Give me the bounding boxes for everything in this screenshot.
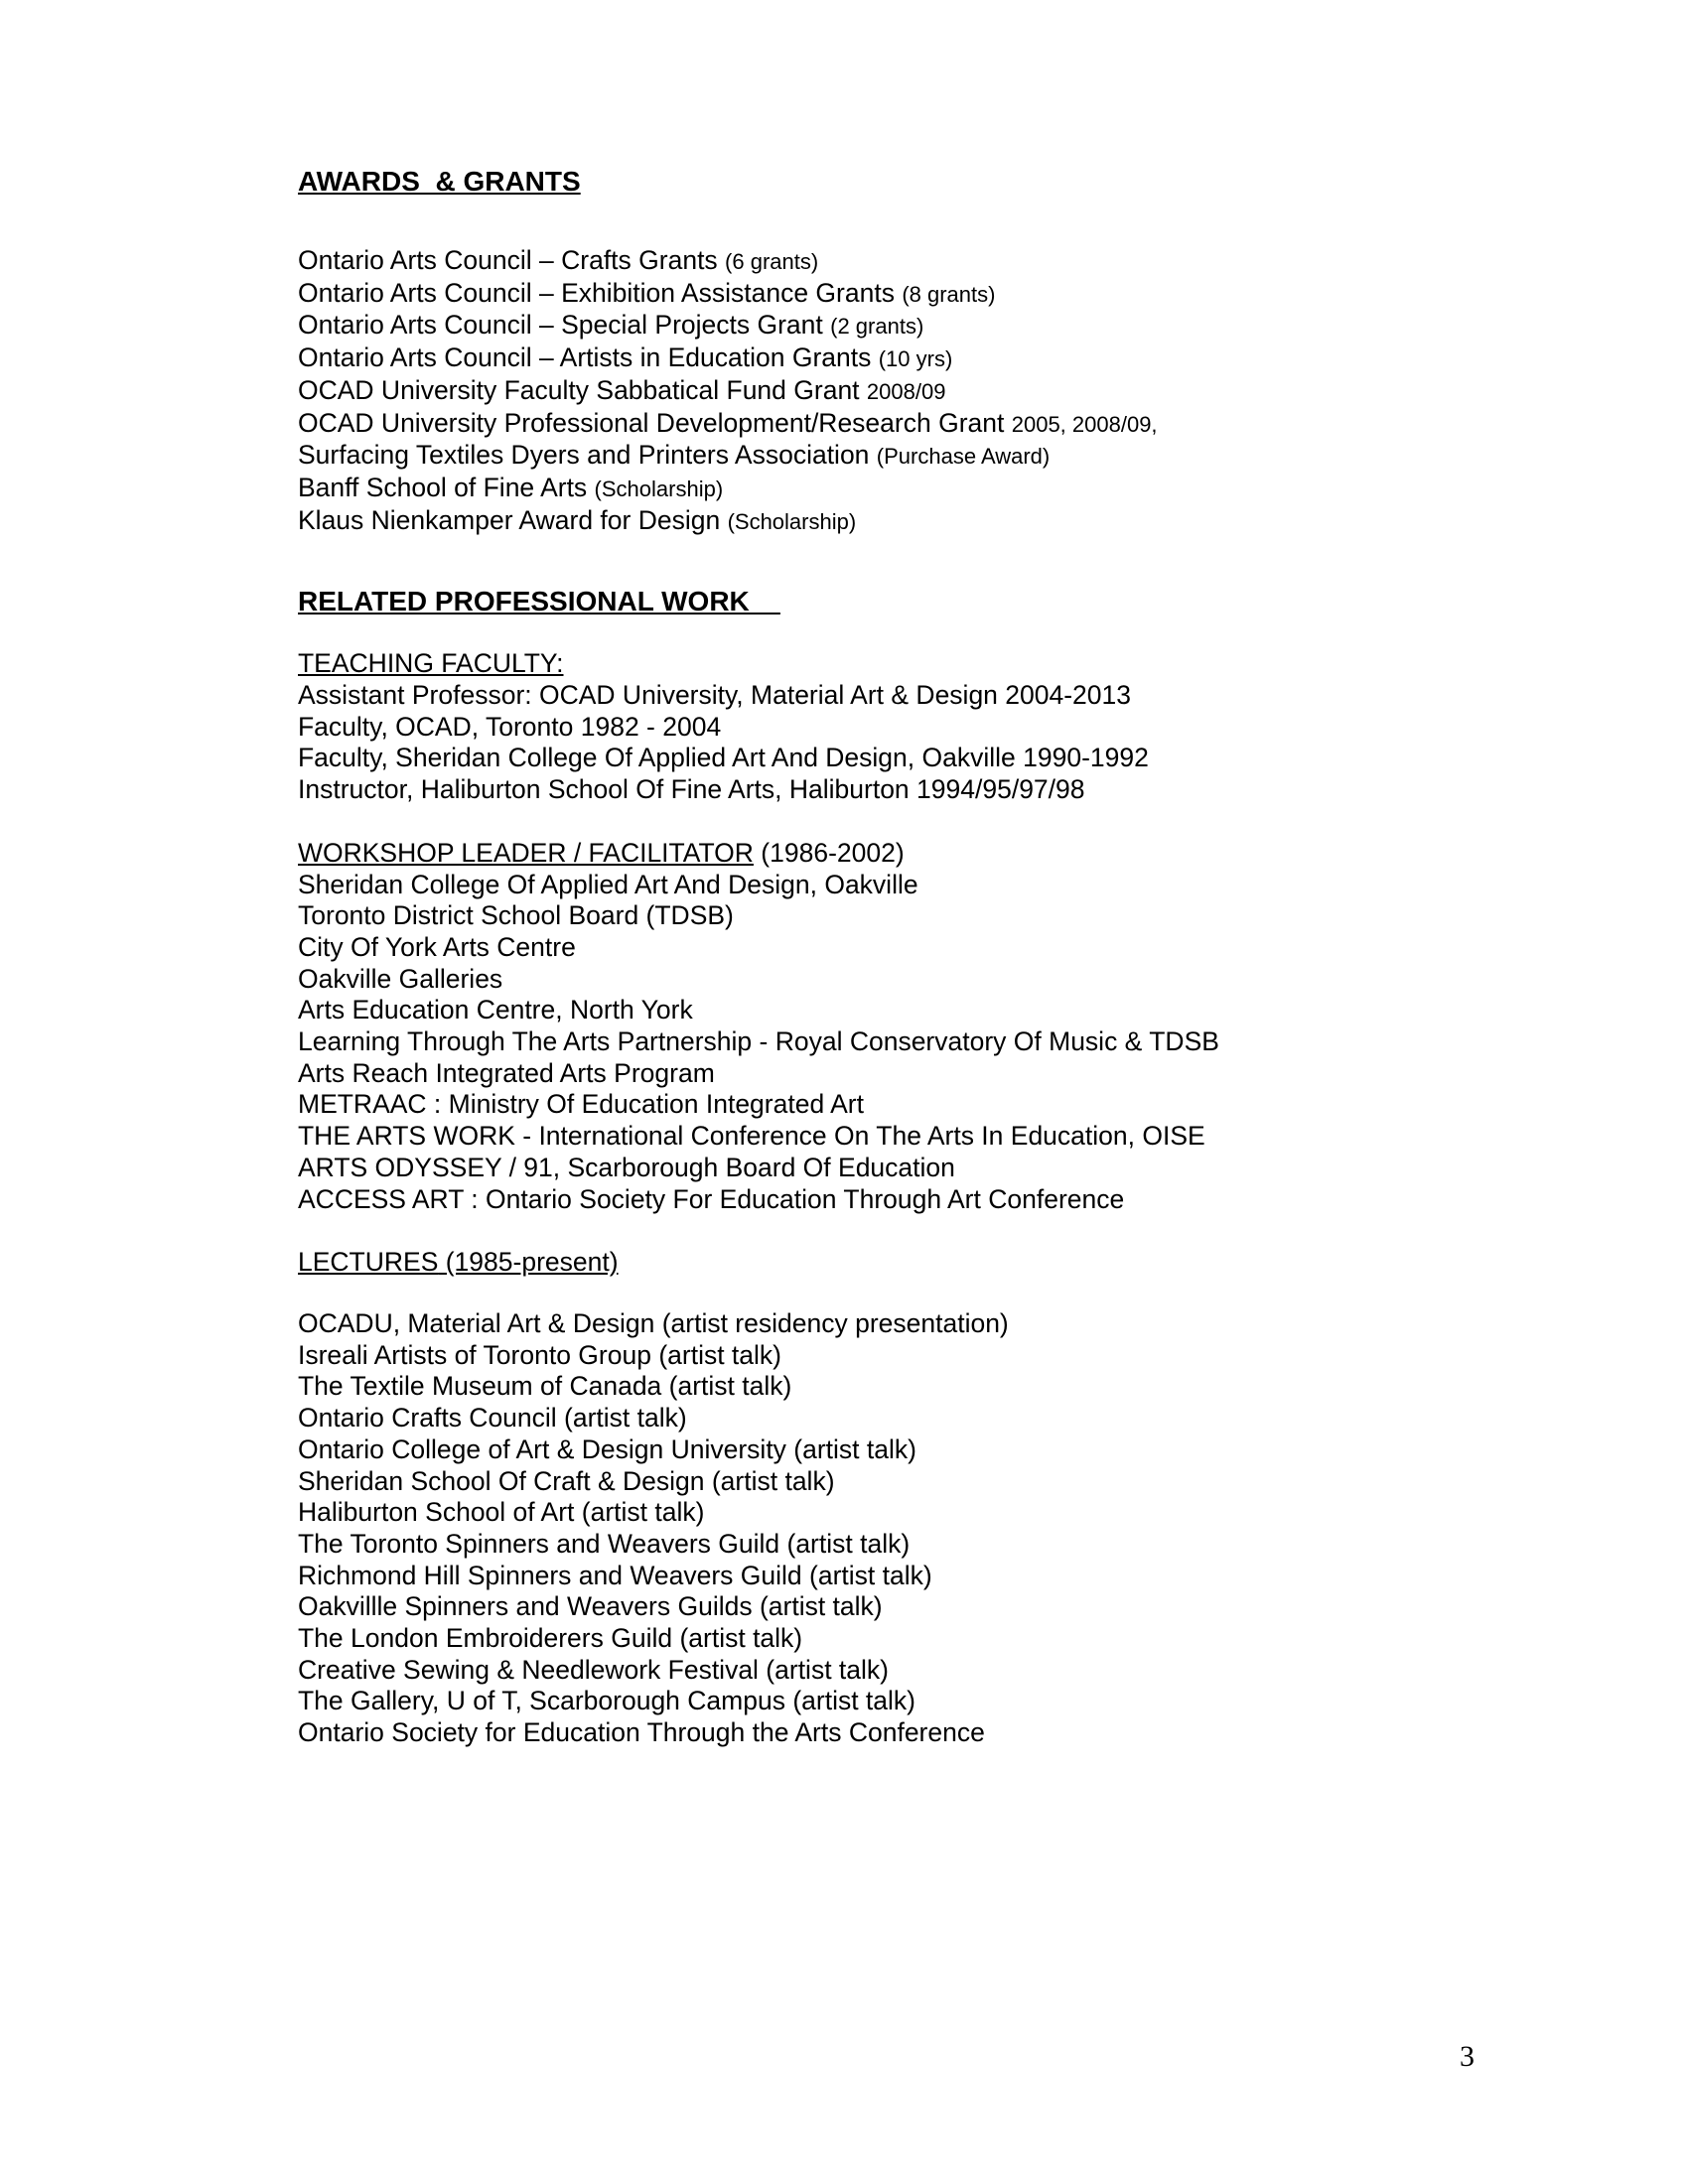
document-page <box>298 164 1589 1749</box>
list-item: METRAAC : Ministry Of Education Integrated Art <box>298 1089 864 1120</box>
list-item: Haliburton School of Art (artist talk) <box>298 1497 705 1528</box>
list-item: Assistant Professor: OCAD University, Material Art & Design 2004-2013 <box>298 680 1132 711</box>
list-item: ARTS ODYSSEY / 91, Scarborough Board Of Education <box>298 1152 955 1182</box>
list-item: Arts Reach Integrated Arts Program <box>298 1057 715 1088</box>
list-item: Oakville Galleries <box>298 963 503 994</box>
list-item: Arts Education Centre, North York <box>298 995 693 1025</box>
list-item: Ontario College of Art & Design University (artist talk) <box>298 1433 916 1464</box>
list-item: OCAD University Faculty Sabbatical Fund Grant 2008/09 <box>298 374 946 405</box>
list-item: Ontario Arts Council – Artists in Education Grants (10 yrs) <box>298 342 953 373</box>
list-item: City Of York Arts Centre <box>298 931 576 962</box>
list-item: THE ARTS WORK - International Conference On The Arts In Education, OISE <box>298 1121 1205 1152</box>
list-item: Ontario Arts Council – Crafts Grants (6 grants) <box>298 245 819 275</box>
list-item: Sheridan School Of Craft & Design (artist talk) <box>298 1465 835 1496</box>
list-item: The Gallery, U of T, Scarborough Campus (artist talk) <box>298 1686 915 1716</box>
list-item: Ontario Society for Education Through the Arts Conference <box>298 1717 985 1748</box>
list-item: ACCESS ART : Ontario Society For Education Through Art Conference <box>298 1183 1125 1214</box>
list-item: OCAD University Professional Development/Research Grant 2005, 2008/09, <box>298 407 1158 438</box>
list-item: OCADU, Material Art & Design (artist residency presentation) <box>298 1307 1009 1338</box>
lectures-section <box>298 1247 1589 1749</box>
teaching-faculty-title: TEACHING FACULTY: <box>298 648 564 679</box>
list-item: Creative Sewing & Needlework Festival (artist talk) <box>298 1654 889 1685</box>
list-item: Faculty, Sheridan College Of Applied Art And Design, Oakville 1990-1992 <box>298 743 1149 773</box>
list-item: Klaus Nienkamper Award for Design (Scholarship) <box>298 504 857 535</box>
list-item: Learning Through The Arts Partnership - Royal Conservatory Of Music & TDSB <box>298 1026 1219 1057</box>
list-item: Surfacing Textiles Dyers and Printers Association (Purchase Award) <box>298 440 1051 471</box>
list-item: The London Embroiderers Guild (artist talk) <box>298 1623 803 1654</box>
teaching-faculty-section <box>298 648 1589 806</box>
list-item: Instructor, Haliburton School Of Fine Arts, Haliburton 1994/95/97/98 <box>298 774 1085 805</box>
list-item: The Toronto Spinners and Weavers Guild (artist talk) <box>298 1528 911 1559</box>
list-item: The Textile Museum of Canada (artist talk) <box>298 1371 792 1402</box>
list-item: Oakvillle Spinners and Weavers Guilds (artist talk) <box>298 1591 883 1622</box>
list-item: Isreali Artists of Toronto Group (artist talk) <box>298 1339 781 1370</box>
list-item: Sheridan College Of Applied Art And Design, Oakville <box>298 869 918 899</box>
page-number: 3 <box>1460 2040 1475 2073</box>
list-item: Toronto District School Board (TDSB) <box>298 900 734 931</box>
awards-heading: AWARDS & GRANTS <box>298 166 581 197</box>
list-item: Ontario Arts Council – Special Projects Grant (2 grants) <box>298 310 924 341</box>
list-item: Faculty, OCAD, Toronto 1982 - 2004 <box>298 711 722 742</box>
list-item: Ontario Crafts Council (artist talk) <box>298 1403 687 1433</box>
workshop-title: WORKSHOP LEADER / FACILITATOR (1986-2002) <box>298 837 905 868</box>
list-item: Ontario Arts Council – Exhibition Assistance Grants (8 grants) <box>298 277 996 308</box>
list-item: Banff School of Fine Arts (Scholarship) <box>298 472 724 502</box>
list-item: Richmond Hill Spinners and Weavers Guild (artist talk) <box>298 1560 932 1590</box>
related-work-heading: RELATED PROFESSIONAL WORK <box>298 586 780 617</box>
workshop-section <box>298 838 1589 1215</box>
lectures-list <box>298 1308 1589 1749</box>
lectures-title: LECTURES (1985-present) <box>298 1247 619 1278</box>
awards-list <box>298 245 1589 537</box>
